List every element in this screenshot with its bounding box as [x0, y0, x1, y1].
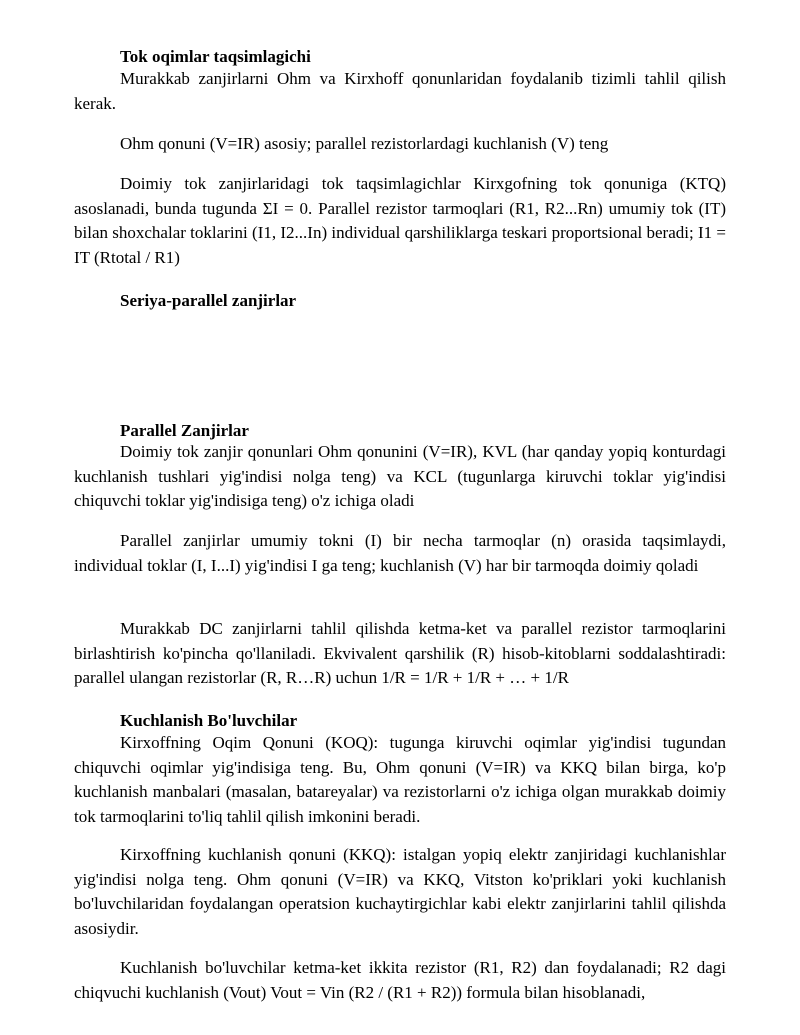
section-heading-seriya-parallel: Seriya-parallel zanjirlar: [120, 291, 297, 310]
paragraph: Doimiy tok zanjirlaridagi tok taqsimlagichlar Kirxgofning tok qonuniga (KTQ) asoslanadi, bunda tugunda ΣI = 0. Parallel rezistor tarmoqlari (R1, R2...Rn) umumiy tok (IT) bilan shoxchalar toklarini (I1, I2...In) individual qarshiliklarga teskari proportsional beradi; I1 = IT (Rtotal / R1): [74, 174, 726, 267]
paragraph: Murakkab zanjirlarni Ohm va Kirxhoff qonunlaridan foydalanib tizimli tahlil qilish kerak.: [74, 69, 726, 113]
paragraph: Doimiy tok zanjir qonunlari Ohm qonunini (V=IR), KVL (har qanday yopiq konturdagi kuchlanish tushlari yig'indisi nolga teng) va KCL (tugunlarga kiruvchi toklar yig'indisi chiquvchi toklar yig'indisiga teng) o'z ichiga oladi: [74, 442, 726, 510]
paragraph: Parallel zanjirlar umumiy tokni (I) bir necha tarmoqlar (n) orasida taqsimlaydi, individual toklar (I, I...I) yig'indisi I ga teng; kuchlanish (V) har bir tarmoqda doimiy qoladi: [74, 531, 726, 575]
section-heading-parallel-zanjirlar: Parallel Zanjirlar: [120, 421, 249, 440]
paragraph: Kuchlanish bo'luvchilar ketma-ket ikkita rezistor (R1, R2) dan foydalanadi; R2 dagi chiqvuchi kuchlanish (Vout) Vout = Vin (R2 / (R1 + R2)) formula bilan hisoblanadi,: [74, 958, 726, 1002]
section-heading-kuchlanish-boluvchilar: Kuchlanish Bo'luvchilar: [120, 711, 298, 730]
paragraph: Kirxoffning kuchlanish qonuni (KKQ): istalgan yopiq elektr zanjiridagi kuchlanishlar yig'indisi nolga teng. Ohm qonuni (V=IR) va KKQ, Vitston ko'priklari yoki kuchlanish bo'luvchilaridan foydalangan operatsion kuchaytirgichlar kabi elektr zanjirlarini tahlil qilishda asosiydir.: [74, 845, 726, 938]
paragraph: Kirxoffning Oqim Qonuni (KOQ): tugunga kiruvchi oqimlar yig'indisi tugundan chiquvchi oqimlar yig'indisiga teng. Bu, Ohm qonuni (V=IR) va KKQ bilan birga, ko'p kuchlanish manbalari (masalan, batareyalar) va rezistorlarni o'z ichiga olgan murakkab doimiy tok tarmoqlarini to'liq tahlil qilish imkonini beradi.: [74, 733, 726, 826]
paragraph: Murakkab DC zanjirlarni tahlil qilishda ketma-ket va parallel rezistor tarmoqlarini birlashtirish ko'pincha qo'llaniladi. Ekvivalent qarshilik (R) hisob-kitoblarni soddalashtiradi: parallel ulangan rezistorlar (R, R…R) uchun 1/R = 1/R + 1/R + … + 1/R: [74, 619, 726, 687]
section-heading-tok-oqimlar: Tok oqimlar taqsimlagichi: [120, 47, 311, 66]
paragraph: Ohm qonuni (V=IR) asosiy; parallel rezistorlardagi kuchlanish (V) teng: [120, 134, 609, 153]
